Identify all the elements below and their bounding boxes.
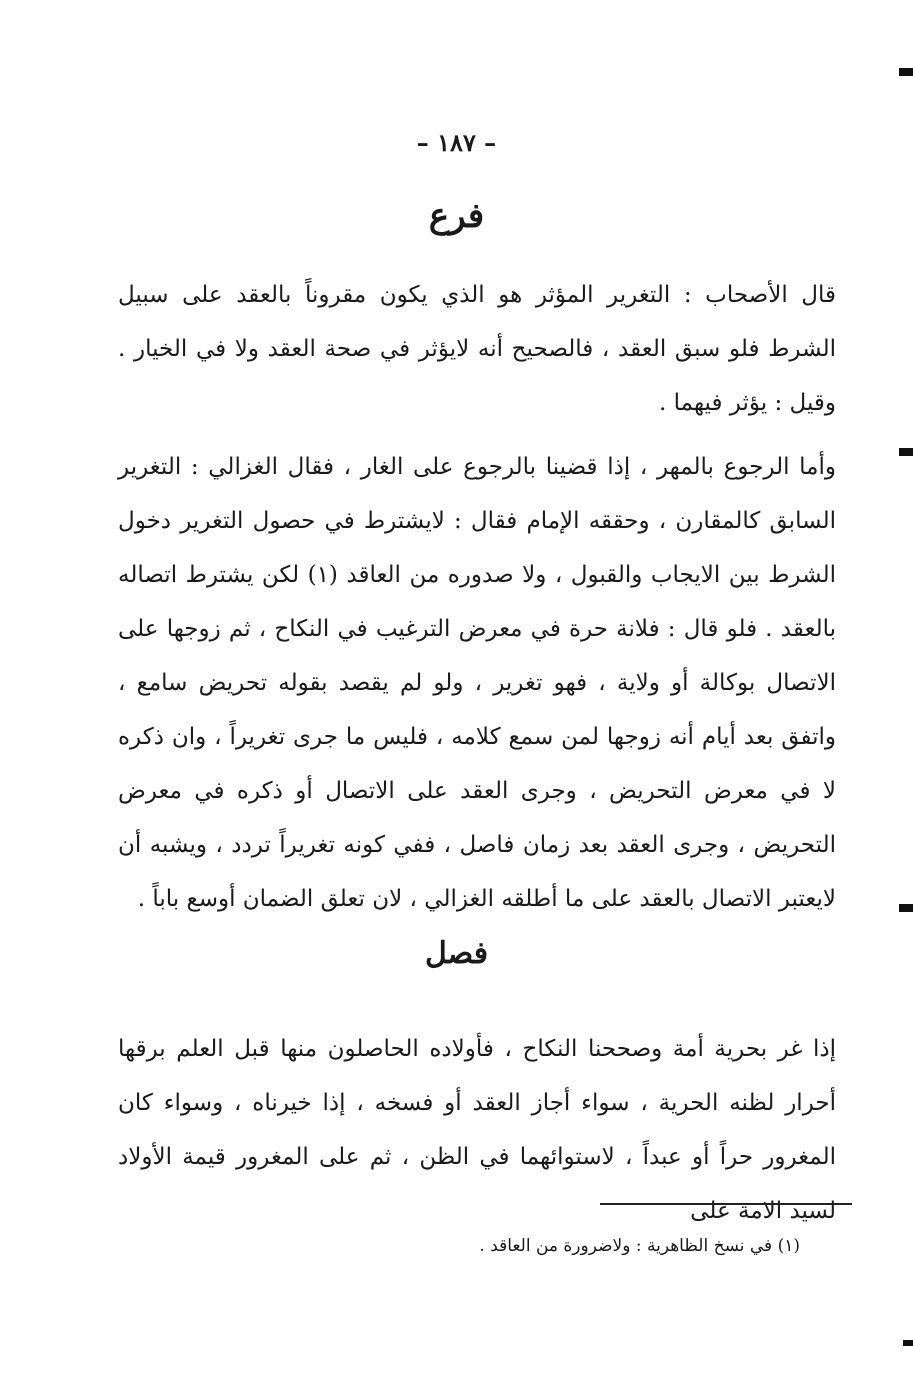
paragraph-1: قال الأصحاب : التغرير المؤثر هو الذي يكون مقروناً بالعقد على سبيل الشرط فلو سبق العقد ، فالصحيح أنه لايؤثر في صحة العقد ولا في الخيار . وقيل : يؤثر فيهما .	[118, 282, 836, 416]
scan-edge-mark	[899, 68, 913, 76]
page-number: – ١٨٧ –	[416, 128, 497, 157]
paragraph-2: وأما الرجوع بالمهر ، إذا قضينا بالرجوع على الغار ، فقال الغزالي : التغرير السابق كالمقارن ، وحققه الإمام فقال : لايشترط في حصول التغرير دخول الشرط بين الايجاب والقبول ، ولا صدوره من العاقد (١) لكن يشترط اتصاله بالعقد . فلو قال : فلانة حرة في معرض الترغيب في النكاح ، ثم زوجها على الاتصال بوكالة أو ولاية ، فهو تغرير ، ولو لم يقصد بقوله تحريض سامع ، واتفق بعد أيام أنه زوجها لمن سمع كلامه ، فليس ما جرى تغريراً ، وان ذكره لا في معرض التحريض ، وجرى العقد على الاتصال أو ذكره في معرض التحريض ، وجرى العقد بعد زمان فاصل ، ففي كونه تغريراً تردد ، ويشبه أن لايعتبر الاتصال بالعقد على ما أطلقه الغزالي ، لان تعلق الضمان أوسع باباً .	[118, 454, 837, 912]
section-heading-fasl: فصل	[424, 936, 489, 971]
scan-edge-mark	[899, 904, 913, 912]
paragraph-3: إذا غر بحرية أمة وصححنا النكاح ، فأولاده الحاصلون منها قبل العلم برقها أحرار لظنه الحرية ، سواء أجاز العقد أو فسخه ، إذا خيرناه ، وسواء كان المغرور حراً أو عبداً ، لاستوائهما في الظن ، ثم على المغرور قيمة الأولاد لسيد الامة على	[118, 1036, 836, 1224]
footnote-divider	[600, 1203, 852, 1205]
scan-edge-mark	[903, 1340, 913, 1346]
scan-edge-mark	[899, 448, 913, 456]
footnote: (١) في نسخ الظاهرية : ولاضرورة من العاقد .	[479, 1236, 800, 1256]
section-heading-far3: فرع	[428, 196, 485, 236]
